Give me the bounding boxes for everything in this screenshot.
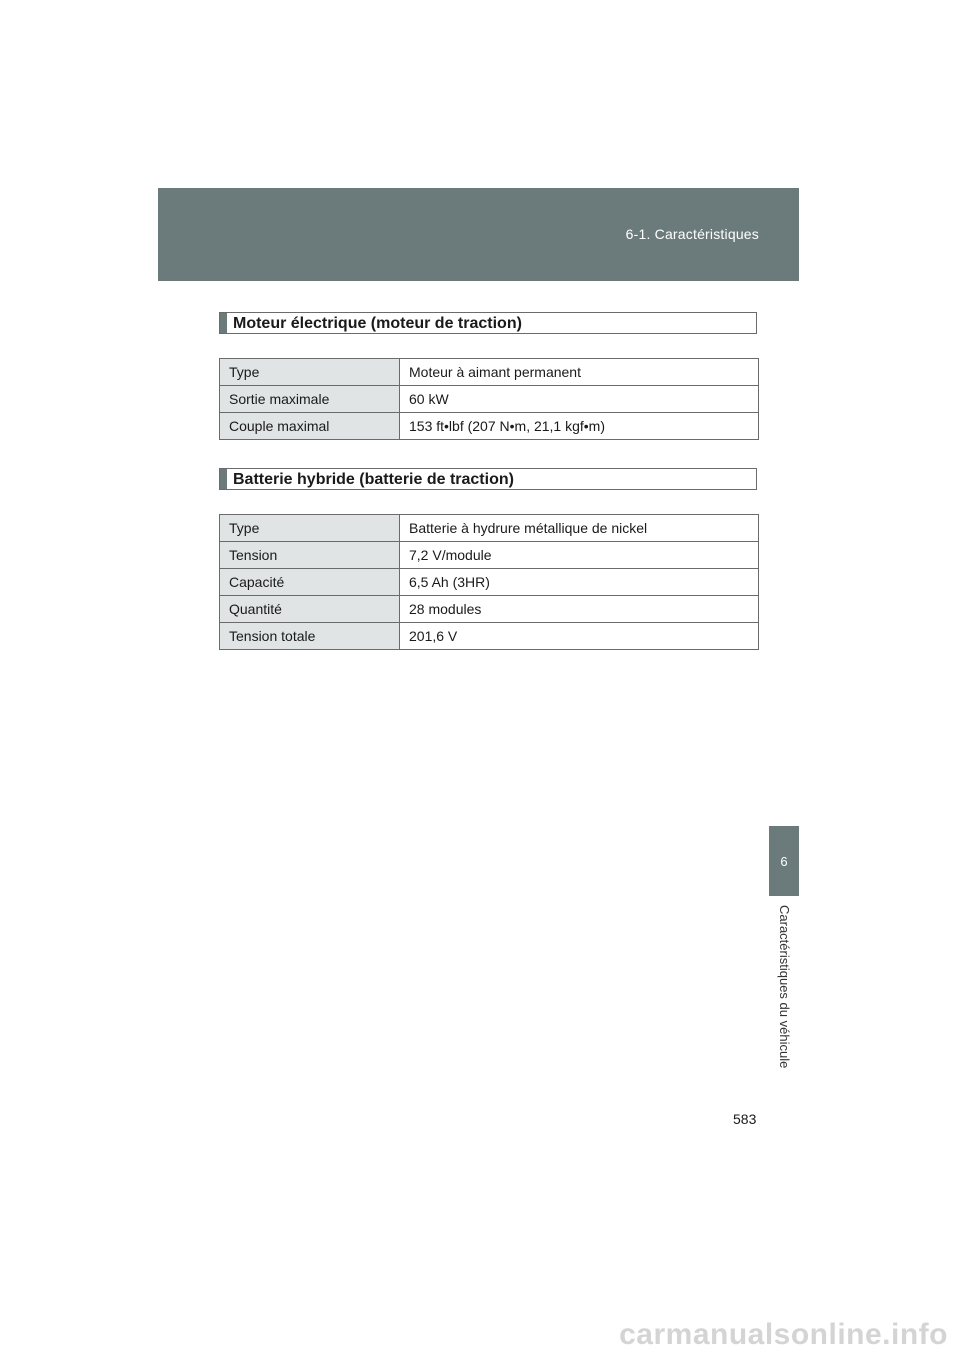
row-label: Sortie maximale [220, 386, 400, 413]
page-number: 583 [733, 1111, 757, 1127]
row-value: 6,5 Ah (3HR) [400, 569, 759, 596]
row-value: 28 modules [400, 596, 759, 623]
row-value: Batterie à hydrure métallique de nickel [400, 515, 759, 542]
row-label: Type [220, 359, 400, 386]
section-heading-text: Moteur électrique (moteur de traction) [233, 315, 522, 332]
section-heading-electric-motor [219, 312, 757, 334]
row-label: Tension [220, 542, 400, 569]
row-value: Moteur à aimant permanent [400, 359, 759, 386]
chapter-tab [769, 826, 799, 896]
section-heading-hybrid-battery [219, 468, 757, 490]
row-label: Type [220, 515, 400, 542]
table-row [220, 623, 759, 650]
row-value: 60 kW [400, 386, 759, 413]
heading-accent-bar [220, 313, 227, 333]
chapter-title: Caractéristiques du véhicule [777, 905, 792, 1069]
row-label: Quantité [220, 596, 400, 623]
row-value: 201,6 V [400, 623, 759, 650]
table-row [220, 542, 759, 569]
chapter-number: 6 [780, 854, 788, 869]
watermark: carmanualsonline.info [619, 1318, 948, 1351]
section-label: 6-1. Caractéristiques [625, 226, 759, 242]
row-value: 153 ft•lbf (207 N•m, 21,1 kgf•m) [400, 413, 759, 440]
section-heading-text: Batterie hybride (batterie de traction) [233, 471, 514, 488]
row-value: 7,2 V/module [400, 542, 759, 569]
table-row [220, 359, 759, 386]
header-band [158, 188, 799, 281]
electric-motor-spec-table [219, 358, 759, 440]
heading-accent-bar [220, 469, 227, 489]
table-row [220, 515, 759, 542]
table-row [220, 386, 759, 413]
table-row [220, 596, 759, 623]
hybrid-battery-spec-table [219, 514, 759, 650]
row-label: Tension totale [220, 623, 400, 650]
row-label: Couple maximal [220, 413, 400, 440]
table-row [220, 569, 759, 596]
table-row [220, 413, 759, 440]
row-label: Capacité [220, 569, 400, 596]
